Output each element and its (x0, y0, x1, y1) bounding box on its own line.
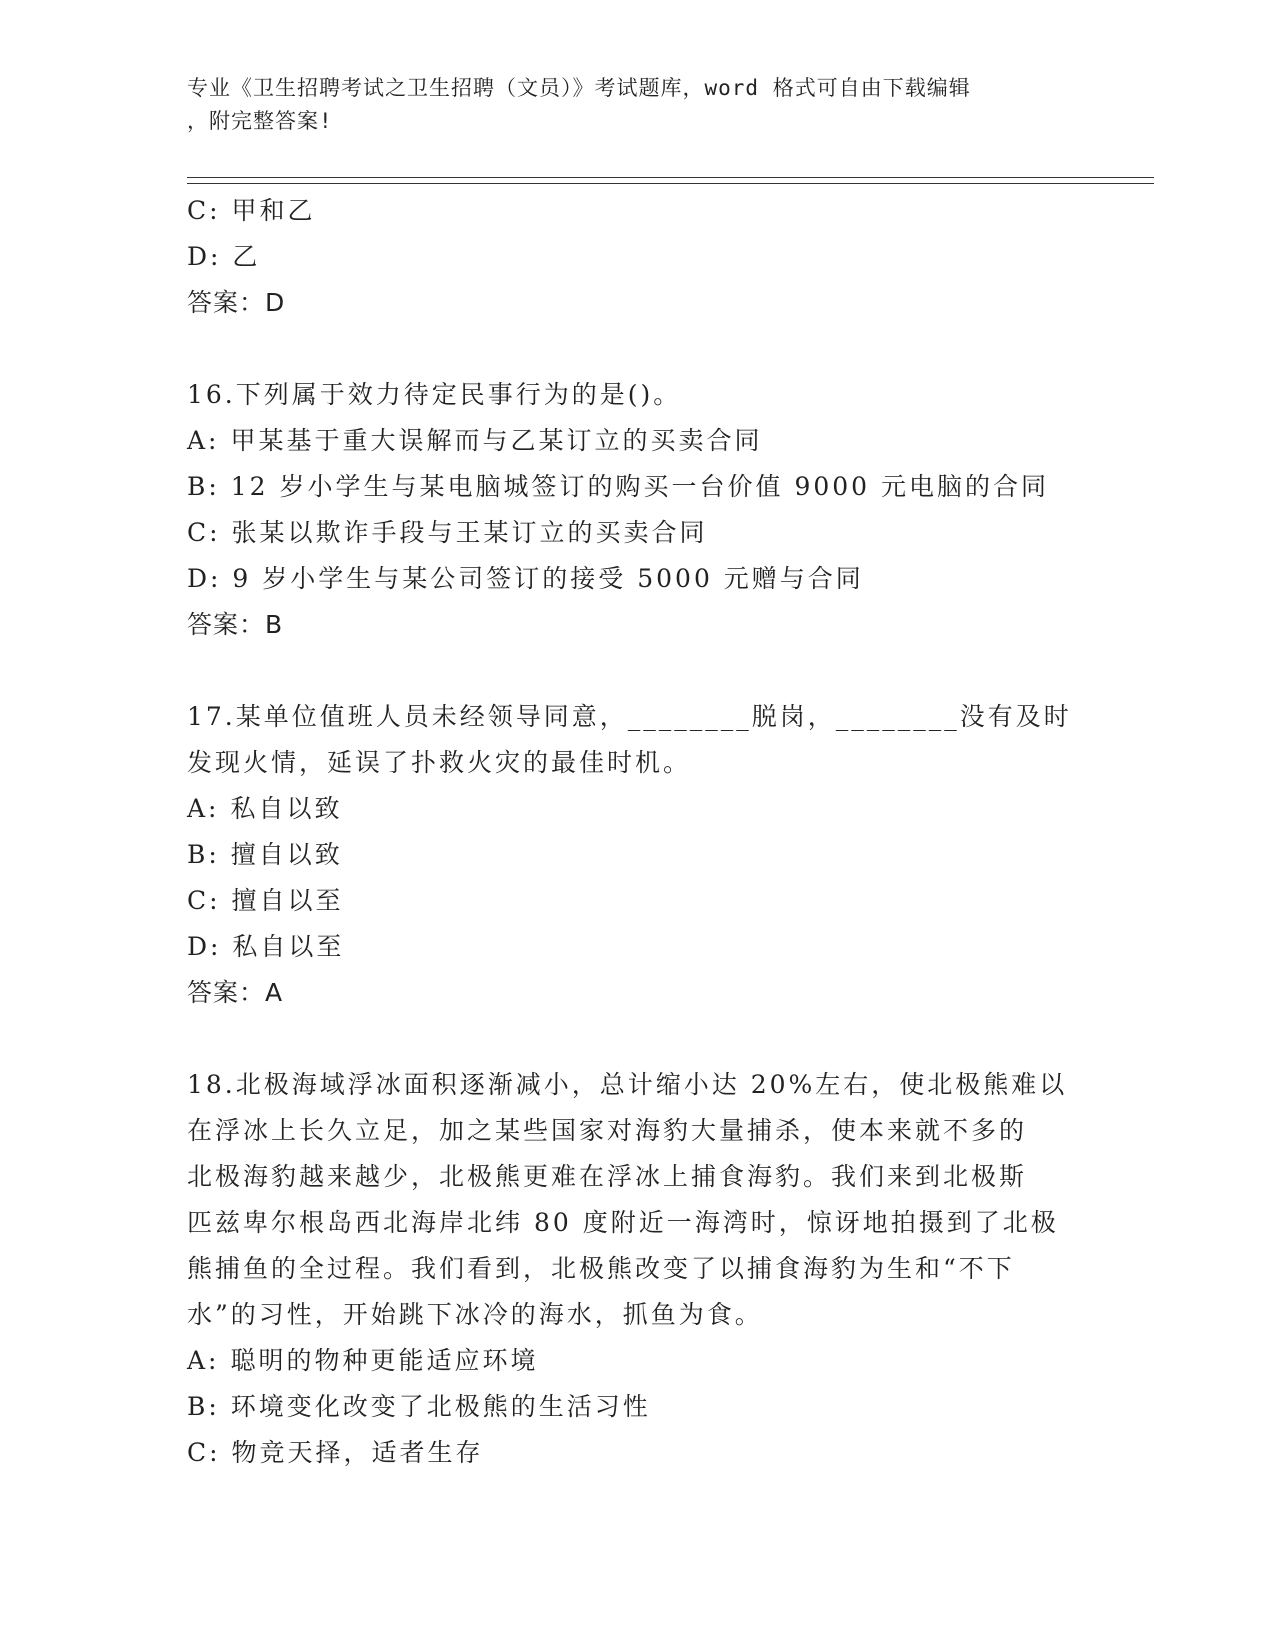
header-title-line: 专业《卫生招聘考试之卫生招聘（文员）》考试题库，word 格式可自由下载编辑 (187, 76, 971, 100)
question-16 (187, 372, 1082, 648)
option-d: D: 9 岁小学生与某公司签订的接受 5000 元赠与合同 (187, 564, 864, 593)
spacer (187, 1016, 1082, 1062)
question-15-tail (187, 188, 1082, 326)
question-stem-line: 熊捕鱼的全过程。我们看到，北极熊改变了以捕食海豹为生和“不下 (187, 1254, 1015, 1283)
option-d: D: 私自以至 (187, 932, 345, 961)
option-c: C: 擅自以至 (187, 886, 344, 915)
option-b: B: 环境变化改变了北极熊的生活习性 (187, 1392, 651, 1421)
option-b: B: 12 岁小学生与某电脑城签订的购买一台价值 9000 元电脑的合同 (187, 472, 1050, 501)
question-17 (187, 694, 1082, 1016)
spacer (187, 648, 1082, 694)
option-c: C: 张某以欺诈手段与王某订立的买卖合同 (187, 518, 708, 547)
question-stem: 16.下列属于效力待定民事行为的是()。 (187, 380, 682, 409)
question-stem-line: 17.某单位值班人员未经领导同意，________脱岗，________没有及时 (187, 702, 1072, 731)
question-stem-line: 发现火情，延误了扑救火灾的最佳时机。 (187, 748, 692, 777)
question-stem-line: 匹兹卑尔根岛西北海岸北纬 80 度附近一海湾时，惊讶地拍摄到了北极 (187, 1208, 1059, 1237)
answer-line: 答案：A (187, 978, 284, 1007)
option-a: A: 甲某基于重大误解而与乙某订立的买卖合同 (187, 426, 763, 455)
answer-line: 答案：B (187, 610, 284, 639)
question-stem-line: 在浮冰上长久立足，加之某些国家对海豹大量捕杀，使本来就不多的 (187, 1116, 1028, 1145)
option-b: B: 擅自以致 (187, 840, 343, 869)
option-a: A: 聪明的物种更能适应环境 (187, 1346, 539, 1375)
spacer (187, 326, 1082, 372)
answer-line: 答案：D (187, 288, 286, 317)
header-subtitle-line: ，附完整答案! (187, 109, 333, 133)
header-divider (187, 177, 1154, 184)
question-stem-line: 18.北极海域浮冰面积逐渐减小，总计缩小达 20%左右，使北极熊难以 (187, 1070, 1068, 1099)
option-d: D: 乙 (187, 242, 261, 271)
option-a: A: 私自以致 (187, 794, 343, 823)
question-18 (187, 1062, 1082, 1476)
document-header (187, 72, 1067, 138)
option-c: C: 物竞天择，适者生存 (187, 1438, 484, 1467)
question-list (187, 188, 1082, 1476)
option-c: C: 甲和乙 (187, 196, 316, 225)
question-stem-line: 水”的习性，开始跳下冰冷的海水，抓鱼为食。 (187, 1300, 763, 1329)
question-stem-line: 北极海豹越来越少，北极熊更难在浮冰上捕食海豹。我们来到北极斯 (187, 1162, 1028, 1191)
